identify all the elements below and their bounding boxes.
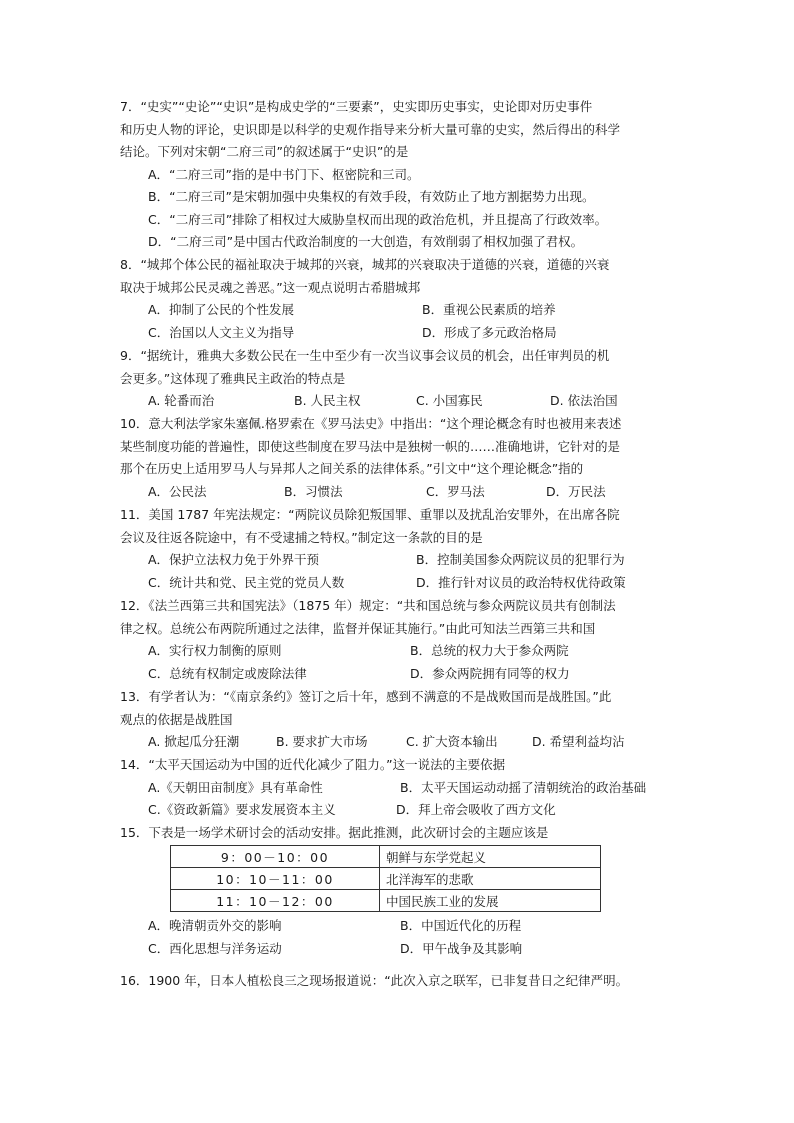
option-c: C. 扩大资本输出: [406, 734, 498, 749]
schedule-table: [170, 845, 601, 912]
option-c: C．西化思想与洋务运动: [148, 940, 282, 956]
question-stem-line: 取决于城邦公民灵魂之善恶。”这一观点说明古希腊城邦: [120, 279, 421, 295]
question-13: [120, 686, 680, 754]
table-row: [171, 890, 601, 912]
schedule-time: 9：00－10：00: [171, 846, 380, 868]
question-stem-line: 16．1900 年，日本人植松良三之现场报道说：“此次入京之联军，已非复昔日之纪律严明。: [120, 973, 629, 988]
schedule-session: 朝鲜与东学党起义: [380, 846, 601, 868]
question-12: [120, 595, 680, 685]
question-7: [120, 96, 680, 254]
option-a: A．实行权力制衡的原则: [148, 643, 282, 658]
option-c: C．“二府三司”排除了相权过大威胁皇权而出现的政治危机，并且提高了行政效率。: [148, 211, 608, 227]
table-row: [171, 846, 601, 868]
option-d: D．参众两院拥有同等的权力: [410, 665, 570, 681]
question-16: [120, 970, 680, 993]
option-c: C.《资政新篇》要求发展资本主义: [148, 802, 336, 817]
option-c: C．总统有权制定或废除法律: [148, 665, 307, 681]
question-stem-line: 14．“太平天国运动为中国的近代化减少了阻力。”这一说法的主要依据: [120, 757, 506, 772]
question-stem-line: 15．下表是一场学术研讨会的活动安排。据此推测，此次研讨会的主题应该是: [120, 825, 549, 840]
question-8: [120, 254, 680, 344]
option-d: D．“二府三司”是中国古代政治制度的一大创造，有效削弱了相权加强了君权。: [148, 234, 584, 249]
table-row: [171, 868, 601, 890]
option-c: C．统计共和党、民主党的党员人数: [148, 574, 345, 590]
option-d: D．推行针对议员的政治特权优待政策: [416, 574, 626, 590]
question-stem-line: 12．《法兰西第三共和国宪法》（1875 年）规定：“共和国总统与参众两院议员共有创制法: [120, 598, 616, 613]
option-b: B．太平天国运动动摇了清朝统治的政治基础: [400, 779, 647, 795]
option-b: B. 要求扩大市场: [276, 734, 368, 749]
question-stem-line: 9．“据统计，雅典大多数公民在一生中至少有一次当议事会议员的机会，出任审判员的机: [120, 348, 610, 363]
option-b: B．习惯法: [284, 483, 343, 499]
schedule-time: 10：10－11：00: [171, 868, 380, 890]
option-a: A．“二府三司”指的是中书门下、枢密院和三司。: [148, 166, 420, 182]
question-stem-line: 10．意大利法学家朱塞佩.格罗索在《罗马法史》中指出：“这个理论概念有时也被用来表述: [120, 416, 622, 431]
question-11: [120, 504, 680, 594]
option-a: A．保护立法权力免于外界干预: [148, 552, 320, 567]
option-a: A. 掀起瓜分狂潮: [148, 734, 240, 749]
option-b: B．“二府三司”是宋朝加强中央集权的有效手段，有效防止了地方割据势力出现。: [148, 189, 595, 204]
option-b: B．总统的权力大于参众两院: [410, 643, 569, 658]
option-a: A.《天朝田亩制度》具有革命性: [148, 779, 323, 795]
option-b: B．重视公民素质的培养: [422, 302, 556, 317]
option-a: A．公民法: [148, 483, 207, 499]
question-stem-line: 观点的依据是战胜国: [120, 711, 233, 727]
question-stem-line: 7．“史实”“史论”“史识”是构成史学的“三要素”，史实即历史事实，史论即对历史事件: [120, 99, 593, 114]
question-stem-line: 11．美国 1787 年宪法规定：“两院议员除犯叛国罪、重罪以及扰乱治安罪外，在出席各院: [120, 507, 620, 522]
question-stem-line: 律之权。总统公布两院所通过之法律，监督并保证其施行。”由此可知法兰西第三共和国: [120, 620, 596, 636]
option-c: C．治国以人文主义为指导: [148, 324, 295, 340]
option-d: D．万民法: [546, 483, 606, 499]
question-stem-line: 结论。下列对宋朝“二府三司”的叙述属于“史识”的是: [120, 144, 409, 159]
option-b: B．中国近代化的历程: [400, 918, 522, 933]
question-stem-line: 某些制度功能的普遍性，即使这些制度在罗马法中是独树一帜的……准确地讲，它针对的是: [120, 438, 621, 454]
schedule-time: 11：10－12：00: [171, 890, 380, 912]
question-stem-line: 8．“城邦个体公民的福祉取决于城邦的兴衰，城邦的兴衰取决于道德的兴衰，道德的兴衰: [120, 257, 610, 272]
option-d: D．甲午战争及其影响: [400, 940, 523, 956]
question-stem-line: 那个在历史上适用罗马人与异邦人之间关系的法律体系。”引文中“这个理论概念”指的: [120, 461, 584, 476]
option-b: B. 人民主权: [294, 393, 361, 408]
question-14: [120, 754, 680, 822]
question-stem-line: 和历史人物的评论，史识即是以科学的史观作指导来分析大量可靠的史实，然后得出的科学: [120, 121, 621, 137]
option-d: D．拜上帝会吸收了西方文化: [396, 802, 556, 817]
option-d: D. 希望利益均沾: [532, 734, 625, 749]
option-a: A．晚清朝贡外交的影响: [148, 918, 282, 933]
question-stem-line: 会议及往返各院途中，有不受逮捕之特权。”制定这一条款的目的是: [120, 529, 483, 545]
option-a: A. 轮番而治: [148, 393, 215, 408]
question-9: [120, 345, 680, 413]
question-10: [120, 413, 680, 503]
option-d: D．形成了多元政治格局: [422, 324, 557, 340]
question-stem-line: 会更多。”这体现了雅典民主政治的特点是: [120, 370, 346, 386]
question-stem-line: 13．有学者认为：“《南京条约》签订之后十年，感到不满意的不是战败国而是战胜国。”此: [120, 689, 612, 704]
schedule-session: 中国民族工业的发展: [380, 890, 601, 912]
option-b: B．控制美国参众两院议员的犯罪行为: [416, 552, 625, 567]
option-a: A．抑制了公民的个性发展: [148, 302, 295, 317]
option-c: C. 小国寡民: [416, 393, 483, 408]
question-15: [120, 822, 680, 845]
question-15-options: [120, 915, 680, 960]
schedule-session: 北洋海军的悲歌: [380, 868, 601, 890]
option-d: D. 依法治国: [550, 393, 618, 408]
option-c: C．罗马法: [426, 483, 485, 499]
